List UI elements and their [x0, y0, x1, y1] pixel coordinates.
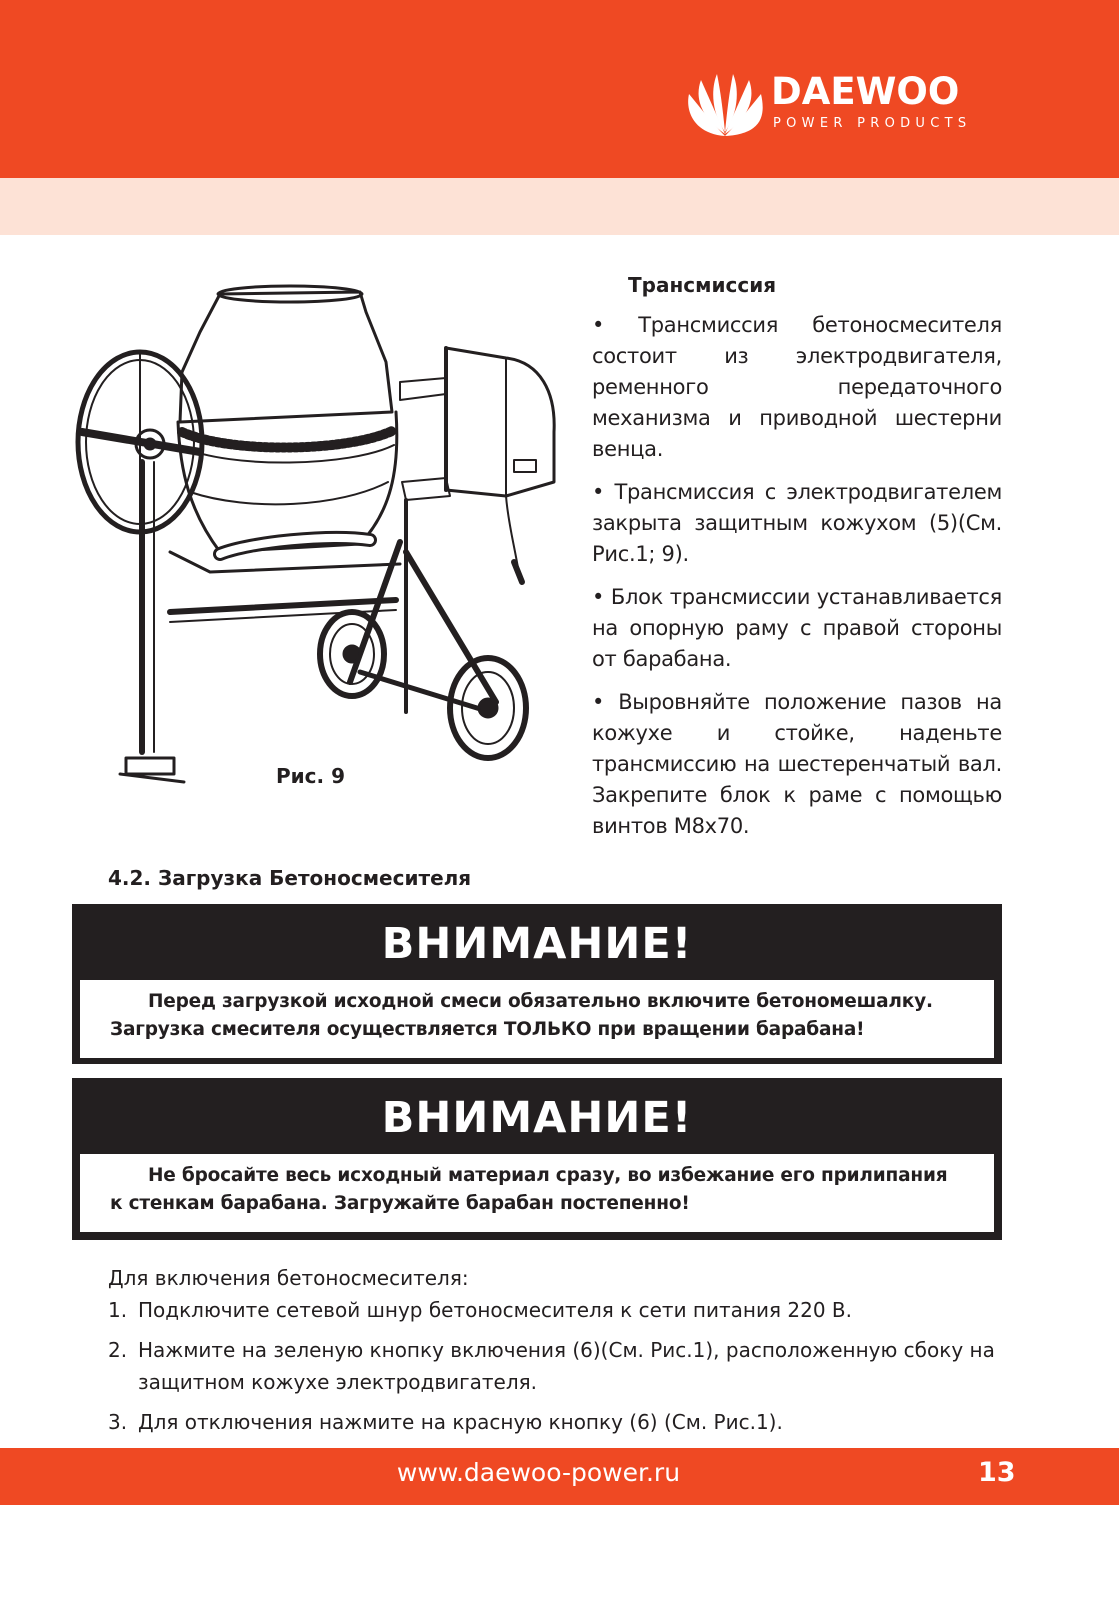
warning-line: Перед загрузкой исходной смеси обязательно включите бетономешалку.	[148, 991, 933, 1012]
section-heading: 4.2. Загрузка Бетоносмесителя	[108, 866, 472, 890]
warning-text	[80, 980, 994, 1058]
warning-line: к стенкам барабана. Загружайте барабан постепенно!	[110, 1193, 690, 1214]
transmission-paragraph: • Трансмиссия с электродвигателем закрыта защитным кожухом (5)(См. Рис.1; 9).	[592, 480, 1002, 566]
instructions-intro: Для включения бетоносмесителя:	[108, 1266, 469, 1290]
brand-name: DAEWOO	[771, 70, 960, 113]
brand-subtitle: POWER PRODUCTS	[773, 116, 972, 131]
warning-line: Не бросайте весь исходный материал сразу, во избежание его прилипания	[148, 1165, 948, 1186]
warning-box	[72, 904, 1002, 1064]
figure-caption: Рис. 9	[276, 764, 346, 788]
instructions-list	[108, 1294, 1003, 1446]
list-item: 2. Нажмите на зеленую кнопку включения (6)(См. Рис.1), расположенную сбоку на защитном кожухе электродвигателя.	[108, 1338, 995, 1394]
footer-url[interactable]: www.daewoo-power.ru	[396, 1458, 681, 1487]
warning-text	[80, 1154, 994, 1232]
transmission-title: Трансмиссия	[628, 273, 777, 297]
list-item: 3. Для отключения нажмите на красную кнопку (6) (См. Рис.1).	[108, 1410, 783, 1434]
warning-box	[72, 1078, 1002, 1240]
brand-logo	[685, 70, 1005, 140]
warning-line: Загрузка смесителя осуществляется ТОЛЬКО при вращении барабана!	[110, 1019, 865, 1040]
concrete-mixer-illustration	[70, 282, 580, 812]
header-band	[0, 178, 1119, 235]
warning-title: ВНИМАНИЕ!	[381, 1093, 693, 1143]
transmission-paragraph: • Выровняйте положение пазов на кожухе и стойке, наденьте трансмиссию на шестеренчатый вал. Закрепите блок к раме с помощью винтов M8x70.	[592, 690, 1002, 838]
transmission-paragraph: • Трансмиссия бетоносмесителя состоит из электродвигателя, ременного передаточного механизма и приводной шестерни венца.	[592, 313, 1002, 461]
warning-title: ВНИМАНИЕ!	[381, 919, 693, 969]
transmission-paragraph: • Блок трансмиссии устанавливается на опорную раму с правой стороны от барабана.	[592, 585, 1002, 671]
list-item: 1. Подключите сетевой шнур бетоносмесителя к сети питания 220 В.	[108, 1298, 852, 1322]
daewoo-fan-icon	[685, 72, 765, 138]
transmission-section	[592, 270, 1002, 854]
footer-bar	[0, 1448, 1119, 1505]
page-number: 13	[978, 1457, 1016, 1488]
